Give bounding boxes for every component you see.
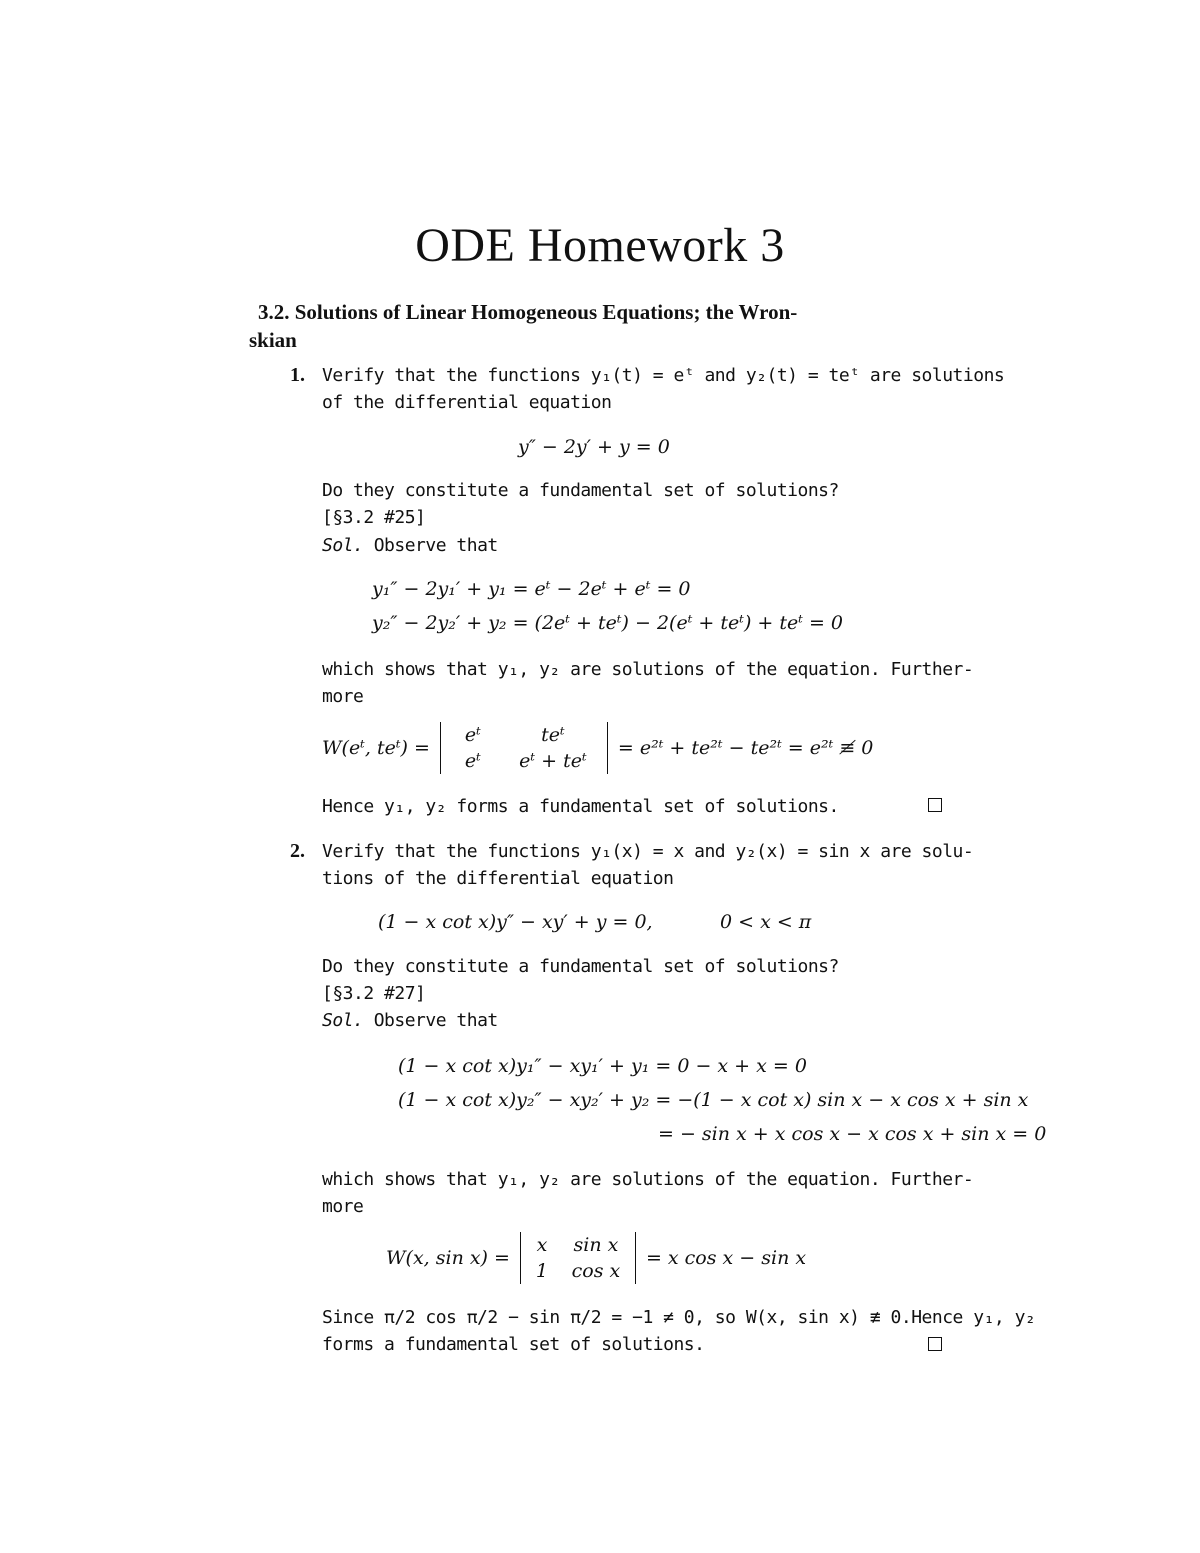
derivation-line: = − sin x + x cos x − x cos x + sin x = 0 <box>658 1123 1047 1145</box>
determinant-row <box>455 748 593 774</box>
determinant-cell: eᵗ <box>464 750 481 772</box>
derivation-line: y₂″ − 2y₂′ + y₂ = (2eᵗ + teᵗ) − 2(eᵗ + teᵗ) + teᵗ = 0 <box>372 612 844 634</box>
which-shows-line1: which shows that y₁, y₂ are solutions of the equation. Further- <box>322 1169 974 1190</box>
problem-number: 2. <box>290 840 305 862</box>
determinant-cell: teᵗ <box>541 724 565 746</box>
wronskian-rhs: = e²ᵗ + te²ᵗ − te²ᵗ = e²ᵗ ≢ 0 <box>617 737 874 759</box>
reference: [§3.2 #25] <box>322 507 426 528</box>
solution-label: Sol. <box>322 535 364 556</box>
determinant-row <box>535 1232 621 1258</box>
derivation-line: y₁″ − 2y₁′ + y₁ = eᵗ − 2eᵗ + eᵗ = 0 <box>372 578 691 600</box>
determinant-row <box>455 722 593 748</box>
derivation-line: (1 − x cot x)y₁″ − xy₁′ + y₁ = 0 − x + x = 0 <box>398 1055 807 1077</box>
problem-statement-line1: Verify that the functions y₁(t) = eᵗ and y₂(t) = teᵗ are solutions <box>322 365 1005 386</box>
differential-equation: y″ − 2y′ + y = 0 <box>518 436 670 458</box>
solution-text: Observe that <box>373 535 498 556</box>
section-heading-line2: skian <box>249 328 297 352</box>
solution-label: Sol. <box>322 1010 364 1031</box>
page-title: ODE Homework 3 <box>415 219 785 272</box>
problem-statement-line2: tions of the differential equation <box>322 868 674 889</box>
determinant-cell: eᵗ + teᵗ <box>519 750 587 772</box>
wronskian-lhs: W(eᵗ, teᵗ) = <box>322 737 430 759</box>
qed-box-icon <box>928 798 942 812</box>
which-shows-line2: more <box>322 686 364 707</box>
qed-box-icon <box>928 1337 942 1351</box>
differential-equation: (1 − x cot x)y″ − xy′ + y = 0, <box>378 911 653 933</box>
question: Do they constitute a fundamental set of solutions? <box>322 956 839 977</box>
wronskian <box>322 722 873 774</box>
solution-text: Observe that <box>373 1010 498 1031</box>
equation-condition: 0 < x < π <box>720 911 812 933</box>
determinant-cell: sin x <box>573 1234 619 1256</box>
determinant-row <box>535 1258 621 1284</box>
conclusion-line2: forms a fundamental set of solutions. <box>322 1334 705 1355</box>
derivation-line: (1 − x cot x)y₂″ − xy₂′ + y₂ = −(1 − x cot x) sin x − x cos x + sin x <box>398 1089 1029 1111</box>
question: Do they constitute a fundamental set of solutions? <box>322 480 839 501</box>
determinant-cell: 1 <box>535 1260 548 1282</box>
solution-intro <box>322 535 498 556</box>
problem-number: 1. <box>290 364 305 386</box>
reference: [§3.2 #27] <box>322 983 426 1004</box>
determinant <box>520 1232 636 1284</box>
determinant-cell: x <box>536 1234 548 1256</box>
problem-statement-line2: of the differential equation <box>322 392 612 413</box>
conclusion-line1: Since π/2 cos π/2 − sin π/2 = −1 ≠ 0, so W(x, sin x) ≢ 0.Hence y₁, y₂ <box>322 1307 1036 1328</box>
determinant-cell: cos x <box>571 1260 621 1282</box>
which-shows-line1: which shows that y₁, y₂ are solutions of the equation. Further- <box>322 659 974 680</box>
determinant-cell: eᵗ <box>464 724 481 746</box>
wronskian <box>386 1232 806 1284</box>
determinant <box>440 722 608 774</box>
which-shows-line2: more <box>322 1196 364 1217</box>
solution-intro <box>322 1010 498 1031</box>
wronskian-rhs: = x cos x − sin x <box>645 1247 807 1269</box>
problem-statement-line1: Verify that the functions y₁(x) = x and y₂(x) = sin x are solu- <box>322 841 974 862</box>
conclusion: Hence y₁, y₂ forms a fundamental set of solutions. <box>322 796 839 817</box>
wronskian-lhs: W(x, sin x) = <box>386 1247 510 1269</box>
section-heading-line1: 3.2. Solutions of Linear Homogeneous Equations; the Wron- <box>258 300 798 324</box>
